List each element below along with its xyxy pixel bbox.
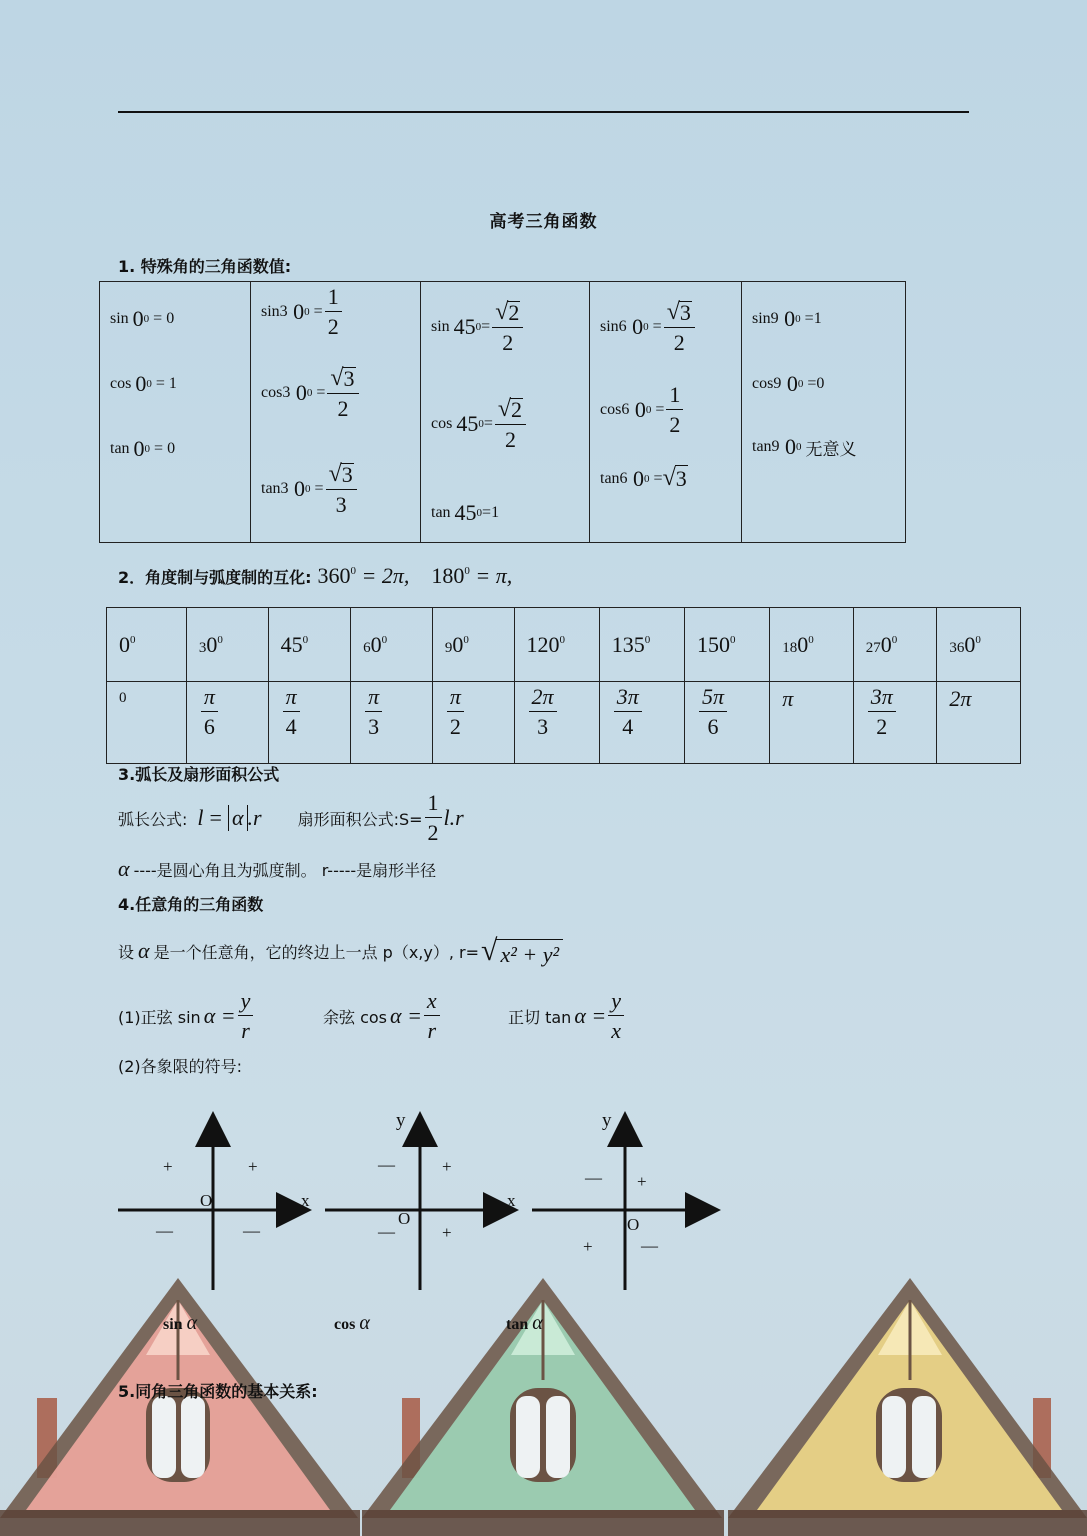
identity-360: $360^0 = 2\pi$, [317, 563, 410, 588]
rad-cell: $\frac{\pi}{3}$ [351, 682, 433, 764]
tan-q1-sign: + [637, 1172, 647, 1191]
sin-90: sin9 0 0 =1 [752, 306, 822, 331]
sin-0: sin 0 0 = 0 [110, 306, 175, 331]
cos-quadrant-axes [325, 1117, 513, 1290]
identity-180: $180^0 = \pi$, [431, 563, 513, 588]
area-rest: l.r [443, 805, 464, 830]
houses-illustration [0, 1270, 1087, 1536]
def-cos: 余弦 cos α = $\frac{x}{r}$ [323, 990, 442, 1042]
caption-sin: sin α [163, 1312, 198, 1334]
rad-cell: $\frac{\pi}{6}$ [186, 682, 268, 764]
section-5-heading: 5.同角三角函数的基本关系: [118, 1382, 318, 1401]
header-rule [118, 111, 969, 113]
rad-cell: 2π [937, 682, 1021, 764]
tan-quadrant-axes [532, 1117, 715, 1290]
rad-cell: $\frac{5\pi}{6}$ [684, 682, 769, 764]
cell-0deg [100, 282, 251, 543]
tan-0: tan 0 0 = 0 [110, 436, 176, 461]
sin-45: sin 45 0 = √ 2 2 [431, 300, 525, 354]
cos-60: cos6 0 0 = $\frac{1}{2}$ [600, 384, 685, 436]
rad-cell: $\frac{2\pi}{3}$ [514, 682, 599, 764]
radian-row [107, 682, 1021, 764]
area-half: $\frac{1}{2}$ [425, 792, 442, 844]
deg-cell: $150^0$ [684, 608, 769, 682]
cos-90: cos9 0 0 =0 [752, 371, 825, 396]
sin-q4-sign: — [243, 1221, 260, 1240]
house-yellow [728, 1278, 1087, 1536]
cell-30deg [251, 282, 421, 543]
cos-q2-sign: — [378, 1155, 395, 1174]
arc-eq: = [209, 805, 222, 830]
cos-0: cos 0 0 = 1 [110, 371, 177, 396]
rad-cell: $\frac{3\pi}{2}$ [853, 682, 937, 764]
arc-label: 弧长公式: [118, 809, 188, 829]
arc-note: α ----是圆心角且为弧度制。 r-----是扇形半径 [118, 856, 437, 881]
cos-origin: O [398, 1209, 411, 1228]
special-angles-table [99, 281, 906, 543]
arc-alpha: α [228, 805, 248, 831]
arc-l: l [197, 805, 204, 830]
deg-cell: $360^0$ [937, 608, 1021, 682]
sin-60: sin6 0 0 = √ 3 2 [600, 300, 697, 354]
deg-cell: $270^0$ [853, 608, 937, 682]
degree-radian-table [106, 607, 1021, 764]
deg-cell: $180^0$ [770, 608, 854, 682]
tan-q3-sign: + [583, 1237, 593, 1256]
caption-tan: tan α [506, 1312, 543, 1334]
rad-cell: $\frac{3\pi}{4}$ [599, 682, 684, 764]
degree-row [107, 608, 1021, 682]
cos-q1-sign: + [442, 1157, 452, 1176]
section-2-heading-line [118, 563, 512, 589]
rad-cell: π [770, 682, 854, 764]
trig-definitions [118, 990, 678, 1050]
cos-y-label: y [396, 1110, 406, 1131]
cell-60deg [590, 282, 742, 543]
tan-45: tan 45 0 =1 [431, 500, 500, 525]
arbitrary-angle-intro: 设 α 是一个任意角，它的终边上一点 p（x,y）, r= √ x² + y² [118, 934, 563, 968]
caption-cos: cos α [334, 1312, 370, 1334]
cos-q4-sign: + [442, 1223, 452, 1242]
cos-45: cos 45 0 = √ 2 2 [431, 397, 528, 451]
section-2-heading: 2．角度制与弧度制的互化: [118, 568, 312, 587]
cos-q3-sign: — [378, 1222, 395, 1241]
section-1-heading: 1. 特殊角的三角函数值: [118, 257, 292, 276]
tan-y-label: y [602, 1110, 612, 1131]
deg-cell: $135^0$ [599, 608, 684, 682]
deg-cell: $45^0$ [268, 608, 351, 682]
arc-r: .r [247, 805, 262, 830]
rad-cell: 0 [107, 682, 187, 764]
deg-cell: $120^0$ [514, 608, 599, 682]
cell-90deg [742, 282, 906, 543]
cell-45deg [421, 282, 590, 543]
page-title: 高考三角函数 [489, 212, 598, 231]
sin-30: sin3 0 0 = $\frac{1}{2}$ [261, 286, 344, 338]
rad-cell: $\frac{\pi}{4}$ [268, 682, 351, 764]
tan-90: tan9 0 0 无意义 [752, 434, 857, 460]
sin-origin: O [200, 1191, 213, 1210]
sin-q2-sign: + [163, 1157, 173, 1176]
def-tan: 正切 tan α = $\frac{y}{x}$ [508, 990, 626, 1042]
cos-x-label: x [507, 1191, 516, 1210]
area-label: 扇形面积公式:S= [297, 809, 423, 829]
deg-cell: $30^0$ [186, 608, 268, 682]
tan-q2-sign: — [585, 1168, 602, 1187]
deg-cell: $60^0$ [351, 608, 433, 682]
sin-q3-sign: — [156, 1221, 173, 1240]
house-green [362, 1278, 724, 1536]
rad-cell: $\frac{\pi}{2}$ [432, 682, 514, 764]
signs-heading: (2)各象限的符号: [118, 1057, 243, 1076]
tan-origin: O [627, 1215, 640, 1234]
tan-60: tan6 0 0 = √ 3 [600, 465, 687, 491]
tan-q4-sign: — [641, 1236, 658, 1255]
sin-q1-sign: + [248, 1157, 258, 1176]
deg-cell: $90^0$ [432, 608, 514, 682]
deg-cell: $0^0$ [107, 608, 187, 682]
sin-x-label: x [301, 1191, 310, 1210]
section-3-heading: 3.弧长及扇形面积公式 [118, 765, 280, 784]
def-sin: (1)正弦 sin α = $\frac{y}{r}$ [118, 990, 255, 1042]
cos-30: cos3 0 0 = √ 3 2 [261, 366, 361, 420]
tan-30: tan3 0 0 = √ 3 3 [261, 462, 359, 516]
section-4-heading: 4.任意角的三角函数 [118, 895, 264, 914]
arc-formula-line [118, 792, 464, 844]
